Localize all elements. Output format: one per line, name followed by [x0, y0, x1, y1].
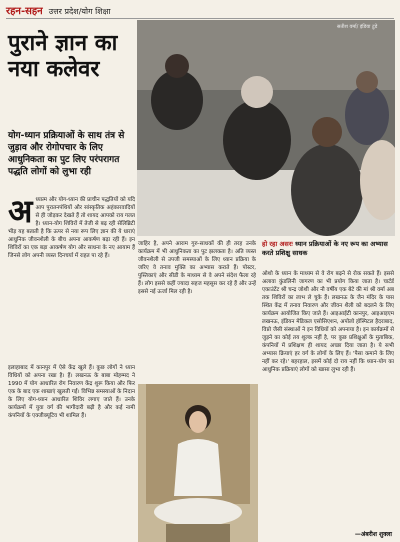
caption-lead: हो रहा असरः — [262, 240, 293, 248]
section-header — [6, 3, 394, 17]
section-subtitle: उत्तर प्रदेश/योग शिक्षा — [48, 7, 111, 16]
deck: योग-ध्यान प्रक्रियाओं के साथ तंत्र से जुड़ाव और रोगोपचार के लिए आधुनिकता का पुट लिए परंपरागत पद्धति लोगों को लुभा रही — [8, 131, 125, 177]
header-rule — [6, 18, 394, 19]
article-column-1b — [8, 364, 135, 538]
article-text-1: ध्यात्म और योग-ध्यान की प्राचीन पद्धतियों को यदि आप पुरातनपंथियों और सांस्कृतिक अहंकारवादियों से ही जोड़कर देखते हैं तो शायद आपको राय गलत है। ध्यान-योग शिविरों में तेजी से बढ़ रही सेलिब्रिटी भीड़ यह बताती है कि ऊपर से नया रूप लिए ज्ञान की ये धाराएं आधुनिक जीवनशैली के बीच अपना आकर्षण बढ़ा रही हैं। इन शिविरों का एक बड़ा आकर्षण योग और साधना के नए आयाम हैं जिनसे लोग अपनी व्यस्त दिनचर्या में राहत पा रहे हैं। — [8, 197, 135, 259]
section-title: रहन-सहन — [6, 6, 43, 17]
byline: —अंबरीश शुक्ला — [354, 531, 392, 538]
article-text-2: जाहिर है, अपने आराम गुरु-साधकों की ही तरह उनके कार्यक्रम में भी आधुनिकता का पुट झलकता है। अति व्यस्त जीवनशैली से उपजी समस्याओं के लिए ध्यान प्रक्रिया के जरिए वे तनाव मुक्ति का अभ्यास कराते हैं। पोस्टर, पुस्तिकाएं और सीडी के माध्यम से वे अपने संदेश फैला रहे हैं। लोग इससे कहीं ज्यादा सहज महसूस कर रहे हैं और उन्हें इससे नई ऊर्जा मिल रही है। — [138, 241, 256, 295]
meditation-class-photo — [137, 20, 395, 236]
photo-caption — [262, 240, 394, 258]
caption-text: ध्यान प्रक्रियाओं के नए रूप का अभ्यास करते प्रशिक्षु साधक — [262, 240, 388, 257]
article-column-1 — [8, 196, 135, 364]
article-column-3 — [262, 270, 394, 538]
headline: पुराने ज्ञान का नया कलेवर — [8, 30, 118, 82]
article-text-1b: इलाहाबाद में कानपुर में ऐसे केंद्र खुले हैं। कुछ लोगों ने ध्यान विधियों को अपना रखा है। हैं। लखनऊ के बाबा मोहम्मद ने 1990 में योग आधारित रोग निवारण केंद्र शुरू किया और फिर एक के बाद एक शाखाएं खुलती गईं। विभिन्न समस्याओं के निदान के लिए योग-ध्यान आधारित शिविर लगाए जाते हैं। उनके कार्यक्रमों में युवा वर्ग की भागीदारी बढ़ी है और कई नामी कंपनियों के एक्जीक्यूटिव भी शामिल हैं। — [8, 365, 135, 419]
meditating-woman-photo — [138, 384, 258, 542]
photo-credit: सतीश वर्मा/ इंडिया टुडे — [337, 24, 378, 30]
drop-cap: अ — [8, 196, 33, 230]
article-column-2 — [138, 240, 256, 380]
article-text-3: ओशो के ध्यान के माध्यम से वे रोग बढ़ने से रोक सकते हैं। इससे अलावा कुंडलिनी जागरण का भी प्रयोग किया जाता है। चार्टर्ड एकाउंटेंट श्री चन्द्र जोशी और नौ वर्षीय एक बेटे की मां श्री वर्मा अब तक शिविरों का लाभ ले चुके हैं। लखनऊ के जैन मंदिर के पास स्थित केंद्र में तनाव निवारण और जीवन शैली को बदलने के लिए कार्यक्रम आयोजित किए जाते हैं। आइआईटी कानपुर, आइआइएम लखनऊ, इंडियन मेडिकल एसोसिएशन, अपोलो हॉस्पिटल हैदराबाद, विप्रो जैसी संस्थाओं ने इन विधियों को अपनाया है। इन कार्यक्रमों से जुड़ने का कोई तय शुल्क नहीं है, पर कुछ प्रशिक्षुओं के मुताबिक, कंपनियों में प्रशिक्षण ही शायद अच्छा दिया जाता है। ये सभी अभ्यास क्रियाएं हर वर्ग के लोगों के लिए हैं। 'पैसा कमाने के लिए नहीं कर रहे।' बहरहाल, इसमें कोई दो राय नहीं कि ध्यान-योग का आधुनिक प्रक्रियाएं लोगों को खासा लुभा रही हैं। — [262, 271, 394, 373]
